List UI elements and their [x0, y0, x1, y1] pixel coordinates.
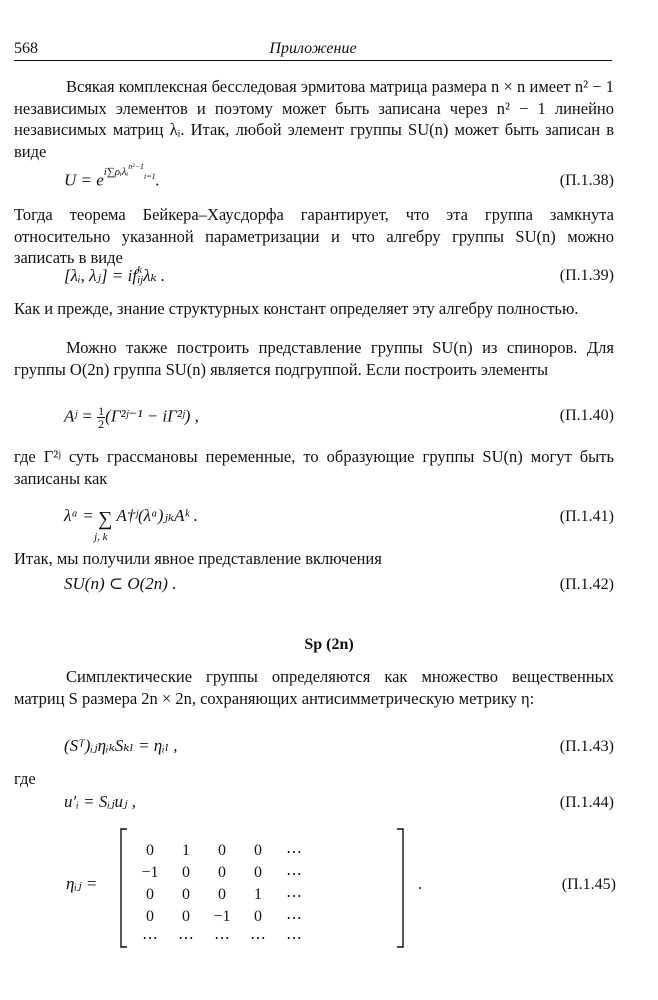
eq39-rhs: λₖ .	[143, 266, 166, 285]
page-header	[14, 40, 612, 61]
equation-p1-43	[64, 736, 614, 764]
eq44-number: (П.1.44)	[559, 794, 614, 811]
eq40-number: (П.1.40)	[559, 407, 614, 424]
eq42-number: (П.1.42)	[559, 576, 614, 593]
matrix-cell: ⋯	[250, 930, 266, 947]
matrix-cell: ⋯	[142, 930, 158, 947]
paragraph-spinor-representation: Можно также построить представление группы SU(n) из спиноров. Для группы O(2n) группа SU(n) является подгруппой. Если построить элементы	[14, 338, 614, 379]
eq43-number: (П.1.43)	[559, 738, 614, 755]
paragraph-baker-hausdorff: Тогда теорема Бейкера–Хаусдорфа гарантирует, что эта группа замкнута относительно указанной параметризации и что алгебру группы SU(n) можно записать в виде	[14, 205, 614, 267]
eq42-text: SU(n) ⊂ O(2n) .	[64, 574, 177, 593]
eq38-exponent: i∑ρᵢλᵢ	[103, 166, 129, 178]
equation-p1-44	[64, 792, 614, 820]
frac-numerator: 1	[98, 404, 105, 418]
equation-p1-39	[64, 265, 614, 293]
eq43-text: (Sᵀ)ᵢⱼηᵢₖSₖₗ = ηᵢₗ ,	[64, 736, 178, 755]
equation-p1-42	[64, 574, 614, 602]
paragraph-symplectic: Симплектические группы определяются как множество вещественных матриц S размера 2n × 2n, сохраняющих антисимметрическую метрику η:	[14, 667, 614, 708]
eq38-number: (П.1.38)	[559, 172, 614, 189]
matrix-cell: 0	[182, 908, 190, 925]
matrix-cell: 0	[182, 864, 190, 881]
matrix-cell: 0	[146, 908, 154, 925]
paragraph-structure-constants: Как и прежде, знание структурных констант определяет эту алгебру полностью.	[14, 299, 579, 318]
matrix-cell: 0	[254, 908, 262, 925]
eq38-sum-upper: n²−1	[128, 162, 145, 171]
paragraph-where: где	[14, 769, 36, 788]
equation-p1-41	[64, 506, 614, 543]
eq41-number: (П.1.41)	[559, 508, 614, 525]
matrix-cell: 0	[218, 864, 226, 881]
eq39-sub: ij	[137, 274, 144, 286]
equation-p1-45	[66, 828, 616, 950]
running-title: Приложение	[269, 40, 357, 57]
eq41-sum-sub: j, k	[94, 531, 108, 543]
right-bracket	[396, 828, 404, 948]
matrix-cell: ⋯	[286, 888, 302, 905]
frac-denominator: 2	[98, 417, 105, 431]
eq39-number: (П.1.39)	[559, 267, 614, 284]
matrix-cell: ⋯	[286, 910, 302, 927]
matrix-cell: 0	[218, 842, 226, 859]
eq44-text: u′ᵢ = Sᵢⱼuⱼ ,	[64, 792, 137, 811]
section-title: Sp (2n)	[304, 636, 354, 653]
eq40-lhs: Aʲ =	[64, 406, 93, 426]
fraction-one-half	[97, 405, 105, 430]
left-bracket	[120, 828, 128, 948]
paragraph-intro: Всякая комплексная бесследовая эрмитова матрица размера n × n имеет n² − 1 независимых элементов и поэтому может быть записана через n² − 1 линейно независимых матриц λᵢ. Итак, любой элемент группы SU(n) может быть записан в виде	[14, 77, 614, 161]
eq45-lhs: ηᵢⱼ =	[66, 874, 98, 893]
matrix-cell: −1	[141, 864, 159, 881]
matrix-cell: 0	[146, 886, 154, 903]
matrix-cell: ⋯	[286, 930, 302, 947]
eq45-number: (П.1.45)	[561, 876, 616, 893]
equation-p1-40	[64, 405, 614, 433]
matrix-cell: ⋯	[286, 866, 302, 883]
eq45-trailing-dot: .	[418, 874, 423, 893]
paragraph-grassmann: где Γ²ʲ суть грассмановы переменные, то образующие группы SU(n) могут быть записаны как	[14, 447, 614, 488]
matrix-cell: 1	[254, 886, 262, 903]
eq41-rhs: A†ʲ(λᵃ)ⱼₖAᵏ .	[116, 506, 198, 525]
matrix-cell: −1	[213, 908, 231, 925]
matrix-cell: 1	[182, 842, 190, 859]
eq38-sum-lower: i=1	[144, 172, 156, 181]
matrix-cell: ⋯	[178, 930, 194, 947]
matrix-cell: 0	[254, 842, 262, 859]
eq39-lhs: [λᵢ, λⱼ] = if	[64, 266, 138, 285]
matrix-cell: 0	[218, 886, 226, 903]
summation-sign: ∑ j, k	[94, 508, 113, 543]
eq38-lhs: U = e	[64, 170, 104, 190]
matrix-cell: 0	[254, 864, 262, 881]
matrix-cell: ⋯	[214, 930, 230, 947]
matrix-cell: 0	[182, 886, 190, 903]
paragraph-inclusion: Итак, мы получили явное представление включения	[14, 549, 382, 568]
eq39-sup: k	[137, 264, 142, 276]
eq41-lhs: λᵃ =	[64, 506, 94, 525]
eq40-rhs: (Γ²ʲ⁻¹ − iΓ²ʲ) ,	[105, 406, 199, 426]
matrix-cell: ⋯	[286, 844, 302, 861]
equation-p1-38: $U = e^{i\sum\rho ᵢ\lambda ᵢ^{n^2-1}_{i=1}}$. (П.1.38)	[64, 162, 614, 190]
matrix-cell: 0	[146, 842, 154, 859]
page-number: 568	[14, 40, 38, 57]
